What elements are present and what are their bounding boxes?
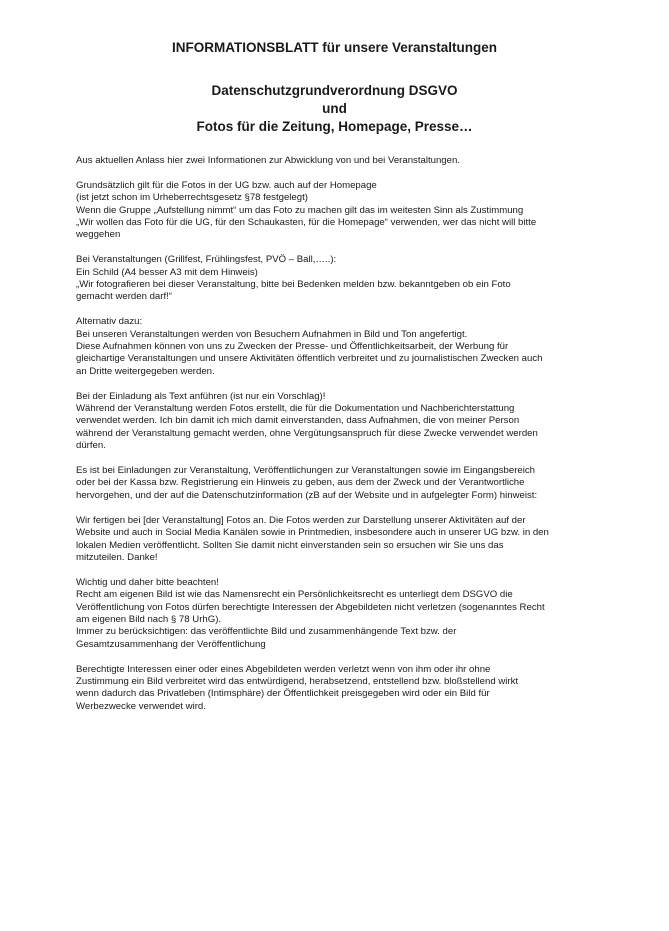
paragraph: [76, 465, 596, 502]
paragraph-line: Wichtig und daher bitte beachten!: [76, 576, 219, 588]
paragraph-line: verwendet werden. Ich bin damit ich mich damit einverstanden, dass Aufnahmen, die von meiner Person: [76, 415, 520, 427]
paragraph-line: Zustimmung ein Bild verbreitet wird das entwürdigend, herabsetzend, entstellend bzw. bloßstellend wirkt: [76, 675, 519, 687]
paragraph-line: während der Veranstaltung gemacht werden, ohne Vergütungsanspruch für diese Zwecke verwendet werden: [76, 427, 538, 439]
paragraph-line: Bei Veranstaltungen (Grillfest, Frühlingsfest, PVÖ – Ball,…..):: [76, 254, 337, 266]
paragraph-line: Immer zu berücksichtigen: das veröffentlichte Bild und zusammenhängende Text bzw. der: [76, 626, 457, 638]
paragraph-line: Veröffentlichung von Fotos dürfen berechtigte Interessen der Abgebildeten nicht verletzen (sogenanntes Recht: [76, 601, 545, 613]
paragraph: [76, 254, 596, 304]
paragraph-line: Grundsätzlich gilt für die Fotos in der UG bzw. auch auf der Homepage: [76, 179, 377, 191]
paragraph-line: an Dritte weitergegeben werden.: [76, 365, 215, 377]
document-body: [76, 155, 596, 726]
paragraph-line: Website und auch in Social Media Kanälen sowie in Printmedien, insbesondere auch in unserer UG bzw. in den: [76, 527, 549, 539]
paragraph-line: lokalen Medien veröffentlicht. Sollten Sie damit nicht einverstanden sein so ersuchen wir Sie uns das: [76, 539, 504, 551]
paragraph-line: Werbezwecke verwendet wird.: [76, 700, 206, 712]
paragraph-line: gemacht werden darf!“: [76, 291, 172, 303]
paragraph-line: am eigenen Bild nach § 78 UrhG).: [76, 613, 222, 625]
paragraph: [76, 180, 596, 242]
paragraph: [76, 577, 596, 651]
paragraph-line: wenn dadurch das Privatleben (Intimsphäre) der Öffentlichkeit preisgegeben wird oder ein Bild für: [76, 688, 490, 700]
paragraph-line: Alternativ dazu:: [76, 316, 143, 328]
paragraph-line: Aus aktuellen Anlass hier zwei Informationen zur Abwicklung von und bei Veranstaltungen.: [76, 155, 460, 166]
paragraph-line: Gesamtzusammenhang der Veröffentlichung: [76, 638, 266, 650]
paragraph: [76, 316, 596, 378]
paragraph-line: „Wir wollen das Foto für die UG, für den Schaukasten, für die Homepage“ verwenden, wer das nicht will bitte: [76, 217, 537, 229]
paragraph-line: Recht am eigenen Bild ist wie das Namensrecht ein Persönlichkeitsrecht es unterliegt dem DSGVO die: [76, 589, 513, 601]
paragraph-line: gleichartige Veranstaltungen und unsere Aktivitäten öffentlich verbreitet und zu journalistischen Zwecken auch: [76, 353, 543, 365]
paragraph-line: Bei der Einladung als Text anführen (ist nur ein Vorschlag)!: [76, 390, 326, 402]
paragraph-line: Berechtigte Interessen einer oder eines Abgebildeten werden verletzt wenn von ihm oder ihr ohne: [76, 663, 491, 675]
paragraph-line: mitzuteilen. Danke!: [76, 551, 158, 563]
paragraph-line: (ist jetzt schon im Urheberrechtsgesetz §78 festgelegt): [76, 192, 308, 204]
paragraph: [76, 155, 596, 167]
paragraph-line: Wir fertigen bei [der Veranstaltung] Fotos an. Die Fotos werden zur Darstellung unserer Aktivitäten auf der: [76, 514, 526, 526]
paragraph-line: oder bei der Kassa bzw. Registrierung ein Hinweis zu geben, aus dem der Zweck und der Verantwortliche: [76, 477, 525, 489]
paragraph: [76, 664, 596, 714]
paragraph-line: Während der Veranstaltung werden Fotos erstellt, die für die Dokumentation und Nachberichterstattung: [76, 403, 515, 415]
paragraph-line: Ein Schild (A4 besser A3 mit dem Hinweis): [76, 266, 258, 278]
document-title: INFORMATIONSBLATT für unsere Veranstaltungen: [171, 40, 498, 55]
subtitle-line: Datenschutzgrundverordnung DSGVO: [211, 83, 458, 98]
paragraph-line: Es ist bei Einladungen zur Veranstaltung, Veröffentlichungen zur Veranstaltungen sowie im Eingangsbereich: [76, 465, 536, 477]
paragraph: [76, 391, 596, 453]
paragraph-line: Bei unseren Veranstaltungen werden von Besuchern Aufnahmen in Bild und Ton angefertigt.: [76, 328, 468, 340]
paragraph-line: hervorgehen, und der auf die Datenschutzinformation (zB auf der Website und in aufgelegter Form) hinweist:: [76, 489, 538, 501]
paragraph-line: „Wir fotografieren bei dieser Veranstaltung, bitte bei Bedenken melden bzw. bekanntgeben ob ein Foto: [76, 279, 511, 291]
paragraph-line: Wenn die Gruppe „Aufstellung nimmt“ um das Foto zu machen gilt das im weitesten Sinn als Zustimmung: [76, 204, 524, 216]
subtitle-line: Fotos für die Zeitung, Homepage, Presse…: [196, 119, 473, 134]
paragraph-line: dürfen.: [76, 440, 106, 452]
paragraph-line: weggehen: [76, 229, 121, 241]
paragraph-line: Diese Aufnahmen können von uns zu Zwecken der Presse- und Öffentlichkeitsarbeit, der Werbung für: [76, 341, 509, 353]
paragraph: [76, 515, 596, 565]
subtitle-line: und: [322, 101, 347, 116]
